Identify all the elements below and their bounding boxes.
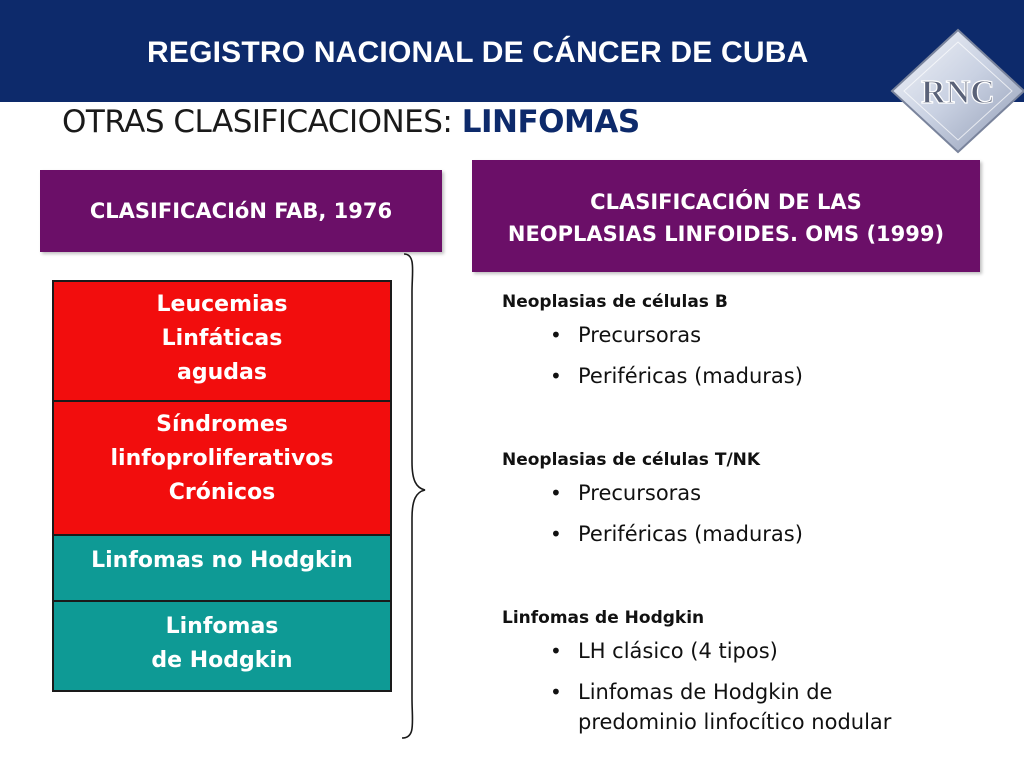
fab-classification-table bbox=[52, 280, 392, 692]
list-item bbox=[502, 636, 1002, 666]
group-title: Linfomas de Hodgkin bbox=[502, 608, 705, 628]
fab-cell-sindromes bbox=[54, 400, 390, 534]
fab-cell-text: de Hodgkin bbox=[151, 648, 293, 673]
oms-header-line-1: CLASIFICACIÓN DE LAS bbox=[590, 190, 862, 214]
logo-text: RNC bbox=[921, 74, 995, 111]
fab-cell-text: Linfomas no Hodgkin bbox=[91, 548, 353, 573]
rnc-logo-icon bbox=[890, 28, 1024, 154]
list-item bbox=[502, 320, 1002, 350]
top-banner bbox=[0, 0, 1024, 102]
list-item-text: Precursoras bbox=[578, 481, 702, 505]
oms-header bbox=[472, 160, 980, 272]
bullet-icon: • bbox=[550, 364, 562, 388]
list-item-text: LH clásico (4 tipos) bbox=[578, 639, 778, 663]
fab-cell-text: Leucemias bbox=[156, 292, 288, 317]
subtitle-prefix: OTRAS CLASIFICACIONES: bbox=[62, 104, 462, 140]
fab-cell-leucemias bbox=[54, 282, 390, 400]
curly-brace-icon bbox=[398, 252, 428, 740]
list-item-text: Periféricas (maduras) bbox=[578, 364, 803, 388]
oms-header-line-2: NEOPLASIAS LINFOIDES. OMS (1999) bbox=[507, 222, 945, 246]
bullet-icon: • bbox=[550, 522, 562, 546]
list-item-text: Linfomas de Hodgkin de predominio linfocítico nodular bbox=[578, 680, 892, 734]
bullet-icon: • bbox=[550, 680, 562, 704]
fab-header bbox=[40, 170, 442, 252]
slide-subtitle bbox=[62, 104, 640, 140]
subtitle-accent: LINFOMAS bbox=[461, 104, 640, 140]
fab-cell-text: Linfáticas bbox=[161, 326, 283, 351]
list-item bbox=[502, 361, 1002, 391]
fab-cell-text: Crónicos bbox=[168, 480, 276, 505]
rnc-logo bbox=[890, 28, 1024, 154]
fab-cell-hodgkin bbox=[54, 600, 390, 690]
bullet-icon: • bbox=[550, 481, 562, 505]
group-title: Neoplasias de células T/NK bbox=[502, 450, 761, 470]
fab-cell-text: agudas bbox=[177, 360, 267, 385]
banner-title: REGISTRO NACIONAL DE CÁNCER DE CUBA bbox=[147, 36, 809, 69]
list-item bbox=[502, 677, 1002, 737]
fab-cell-text: Linfomas bbox=[165, 614, 279, 639]
fab-cell-no-hodgkin bbox=[54, 534, 390, 600]
fab-header-label: CLASIFICACIóN FAB, 1976 bbox=[89, 199, 393, 223]
list-item-text: Precursoras bbox=[578, 323, 702, 347]
fab-cell-text: Síndromes bbox=[156, 412, 288, 437]
list-item-text: Periféricas (maduras) bbox=[578, 522, 803, 546]
bullet-icon: • bbox=[550, 639, 562, 663]
group-title: Neoplasias de células B bbox=[502, 292, 728, 312]
bullet-icon: • bbox=[550, 323, 562, 347]
fab-cell-text: linfoproliferativos bbox=[110, 446, 334, 471]
list-item bbox=[502, 478, 1002, 508]
oms-classification-list bbox=[502, 284, 1002, 748]
list-item bbox=[502, 519, 1002, 549]
